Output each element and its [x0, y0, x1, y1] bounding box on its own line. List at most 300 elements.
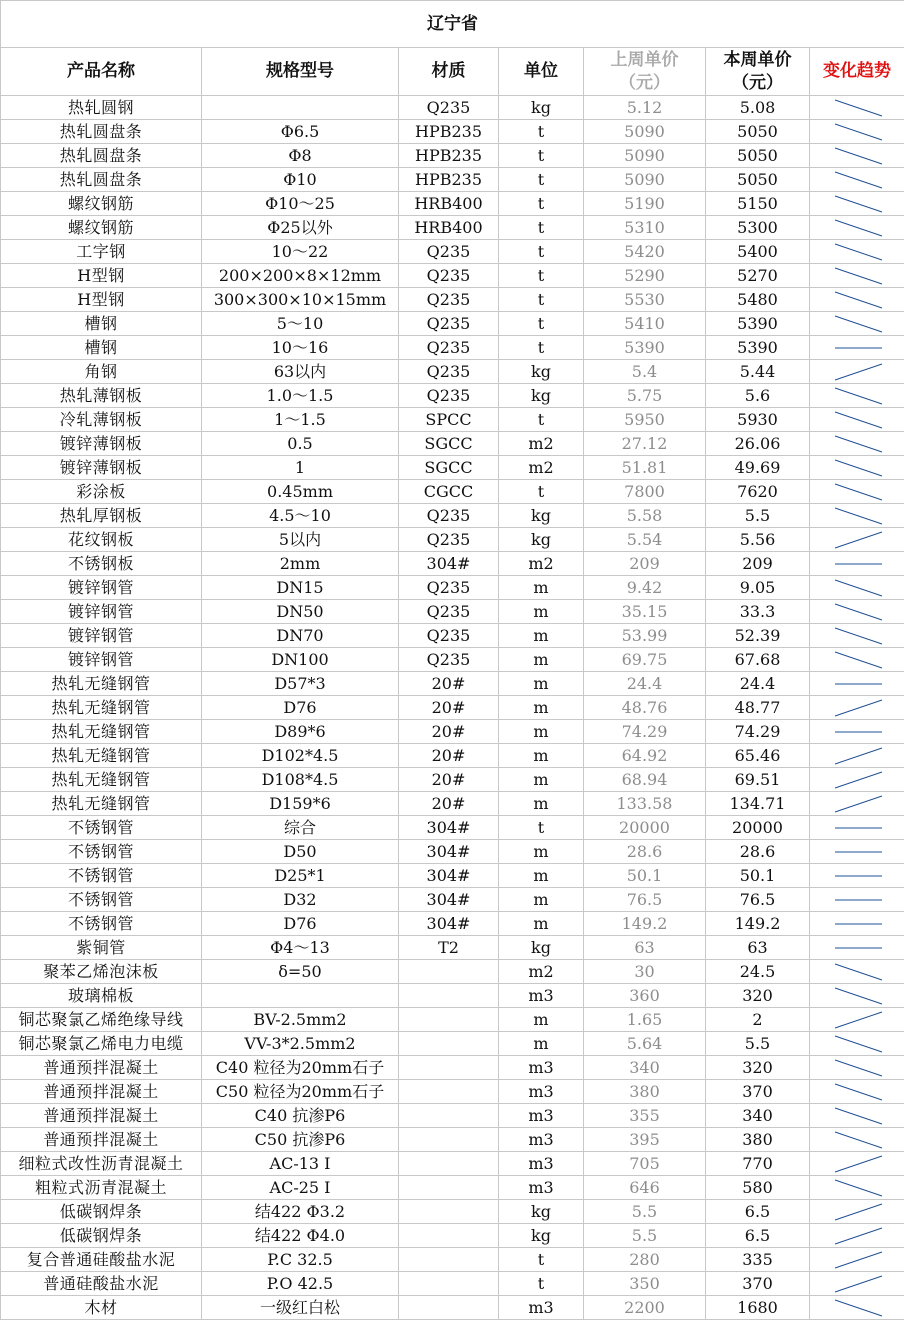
cur-price-cell: 76.5 [706, 888, 810, 912]
spec-cell: D32 [202, 888, 399, 912]
table-row [1, 1128, 904, 1152]
product-name-cell: 热轧圆盘条 [1, 120, 202, 144]
prev-price-cell: 53.99 [584, 624, 706, 648]
material-cell: HPB235 [399, 144, 499, 168]
product-name-cell: 热轧无缝钢管 [1, 768, 202, 792]
product-name-cell: 角钢 [1, 360, 202, 384]
table-row [1, 864, 904, 888]
spec-cell: 5以内 [202, 528, 399, 552]
trend-cell [810, 312, 904, 336]
trend-line [835, 1060, 882, 1076]
trend-up-icon [810, 1273, 904, 1295]
table-row [1, 960, 904, 984]
table-row [1, 408, 904, 432]
trend-cell [810, 576, 904, 600]
prev-price-cell: 20000 [584, 816, 706, 840]
product-name-cell: 镀锌薄钢板 [1, 456, 202, 480]
spec-cell: 1～1.5 [202, 408, 399, 432]
unit-cell: t [499, 216, 584, 240]
cur-price-cell: 380 [706, 1128, 810, 1152]
trend-down-icon [810, 1177, 904, 1199]
table-row [1, 432, 904, 456]
material-cell: 20# [399, 720, 499, 744]
product-name-cell: 不锈钢管 [1, 864, 202, 888]
trend-up-icon [810, 361, 904, 383]
trend-cell [810, 624, 904, 648]
cur-price-cell: 9.05 [706, 576, 810, 600]
trend-line [835, 1276, 882, 1292]
product-name-cell: 细粒式改性沥青混凝土 [1, 1152, 202, 1176]
material-cell: 20# [399, 672, 499, 696]
trend-cell [810, 360, 904, 384]
trend-line [835, 508, 882, 524]
cur-price-cell: 580 [706, 1176, 810, 1200]
trend-line [835, 772, 882, 788]
cur-price-cell: 770 [706, 1152, 810, 1176]
unit-cell: m3 [499, 1128, 584, 1152]
table-row [1, 888, 904, 912]
header-row [1, 48, 904, 96]
material-cell: SGCC [399, 432, 499, 456]
prev-price-cell: 340 [584, 1056, 706, 1080]
trend-cell [810, 432, 904, 456]
trend-cell [810, 552, 904, 576]
material-cell [399, 1056, 499, 1080]
cur-price-cell: 5150 [706, 192, 810, 216]
cur-price-cell: 69.51 [706, 768, 810, 792]
material-cell: Q235 [399, 648, 499, 672]
table-row [1, 624, 904, 648]
trend-cell [810, 600, 904, 624]
spec-cell [202, 96, 399, 120]
material-cell: Q235 [399, 360, 499, 384]
trend-down-icon [810, 145, 904, 167]
prev-price-cell: 24.4 [584, 672, 706, 696]
material-cell: CGCC [399, 480, 499, 504]
table-row [1, 1152, 904, 1176]
header-unit: 单位 [499, 48, 584, 96]
trend-up-icon [810, 1225, 904, 1247]
trend-down-icon [810, 97, 904, 119]
prev-price-cell: 63 [584, 936, 706, 960]
header-material: 材质 [399, 48, 499, 96]
product-name-cell: 镀锌钢管 [1, 648, 202, 672]
product-name-cell: 不锈钢管 [1, 816, 202, 840]
prev-price-cell: 5.5 [584, 1200, 706, 1224]
cur-price-cell: 149.2 [706, 912, 810, 936]
cur-price-cell: 5390 [706, 312, 810, 336]
cur-price-cell: 26.06 [706, 432, 810, 456]
trend-cell [810, 1152, 904, 1176]
product-name-cell: 螺纹钢筋 [1, 216, 202, 240]
trend-line [835, 100, 882, 116]
trend-cell [810, 336, 904, 360]
trend-line [835, 1108, 882, 1124]
cur-price-cell: 134.71 [706, 792, 810, 816]
cur-price-cell: 24.4 [706, 672, 810, 696]
trend-line [835, 1012, 882, 1028]
table-row [1, 384, 904, 408]
cur-price-cell: 5930 [706, 408, 810, 432]
unit-cell: m3 [499, 1176, 584, 1200]
trend-up-icon [810, 697, 904, 719]
prev-price-cell: 350 [584, 1272, 706, 1296]
unit-cell: m [499, 600, 584, 624]
trend-down-icon [810, 1105, 904, 1127]
prev-price-cell: 30 [584, 960, 706, 984]
product-name-cell: 低碳钢焊条 [1, 1224, 202, 1248]
trend-cell [810, 216, 904, 240]
trend-cell [810, 288, 904, 312]
trend-cell [810, 744, 904, 768]
product-name-cell: 花纹钢板 [1, 528, 202, 552]
material-cell: 304# [399, 840, 499, 864]
prev-price-cell: 5090 [584, 120, 706, 144]
product-name-cell: 复合普通硅酸盐水泥 [1, 1248, 202, 1272]
table-row [1, 480, 904, 504]
cur-price-cell: 49.69 [706, 456, 810, 480]
trend-line [835, 796, 882, 812]
trend-down-icon [810, 457, 904, 479]
cur-price-cell: 74.29 [706, 720, 810, 744]
unit-cell: m [499, 744, 584, 768]
trend-line [835, 124, 882, 140]
spec-cell: 一级红白松 [202, 1296, 399, 1320]
cur-price-cell: 5270 [706, 264, 810, 288]
prev-price-cell: 9.42 [584, 576, 706, 600]
trend-line [835, 172, 882, 188]
material-cell: 20# [399, 696, 499, 720]
cur-price-cell: 24.5 [706, 960, 810, 984]
trend-cell [810, 816, 904, 840]
table-row [1, 216, 904, 240]
product-name-cell: 冷轧薄钢板 [1, 408, 202, 432]
unit-cell: t [499, 120, 584, 144]
prev-price-cell: 5.5 [584, 1224, 706, 1248]
trend-flat-icon [810, 721, 904, 743]
trend-cell [810, 1104, 904, 1128]
unit-cell: m [499, 576, 584, 600]
trend-line [835, 1036, 882, 1052]
product-name-cell: 普通预拌混凝土 [1, 1056, 202, 1080]
prev-price-cell: 69.75 [584, 648, 706, 672]
product-name-cell: 工字钢 [1, 240, 202, 264]
trend-cell [810, 192, 904, 216]
unit-cell: m [499, 768, 584, 792]
spec-cell: DN70 [202, 624, 399, 648]
table-row [1, 936, 904, 960]
trend-down-icon [810, 577, 904, 599]
material-cell: HRB400 [399, 216, 499, 240]
spec-cell: 结422 Φ4.0 [202, 1224, 399, 1248]
cur-price-cell: 7620 [706, 480, 810, 504]
table-row [1, 696, 904, 720]
material-cell: HRB400 [399, 192, 499, 216]
unit-cell: kg [499, 1200, 584, 1224]
trend-flat-icon [810, 865, 904, 887]
trend-cell [810, 1056, 904, 1080]
cur-price-cell: 5.56 [706, 528, 810, 552]
unit-cell: m [499, 672, 584, 696]
trend-line [835, 1084, 882, 1100]
table-row [1, 528, 904, 552]
product-name-cell: 紫铜管 [1, 936, 202, 960]
product-name-cell: 聚苯乙烯泡沫板 [1, 960, 202, 984]
cur-price-cell: 5.08 [706, 96, 810, 120]
spec-cell: δ=50 [202, 960, 399, 984]
trend-cell [810, 504, 904, 528]
trend-flat-icon [810, 553, 904, 575]
prev-price-cell: 50.1 [584, 864, 706, 888]
trend-cell [810, 120, 904, 144]
cur-price-cell: 5.44 [706, 360, 810, 384]
spec-cell: 63以内 [202, 360, 399, 384]
prev-price-cell: 64.92 [584, 744, 706, 768]
spec-cell: C40 粒径为20mm石子 [202, 1056, 399, 1080]
table-row [1, 1176, 904, 1200]
trend-line [835, 700, 882, 716]
spec-cell: D108*4.5 [202, 768, 399, 792]
trend-up-icon [810, 1201, 904, 1223]
product-name-cell: H型钢 [1, 288, 202, 312]
cur-price-cell: 5390 [706, 336, 810, 360]
header-prev-price: 上周单价 （元） [584, 48, 706, 96]
trend-down-icon [810, 409, 904, 431]
trend-down-icon [810, 1057, 904, 1079]
trend-cell [810, 960, 904, 984]
trend-up-icon [810, 1153, 904, 1175]
trend-cell [810, 96, 904, 120]
table-row [1, 576, 904, 600]
table-row [1, 792, 904, 816]
unit-cell: t [499, 288, 584, 312]
trend-down-icon [810, 241, 904, 263]
trend-line [835, 148, 882, 164]
prev-price-cell: 74.29 [584, 720, 706, 744]
prev-price-cell: 5.54 [584, 528, 706, 552]
spec-cell: D25*1 [202, 864, 399, 888]
unit-cell: kg [499, 936, 584, 960]
spec-cell: C40 抗渗P6 [202, 1104, 399, 1128]
trend-line [835, 580, 882, 596]
trend-cell [810, 768, 904, 792]
product-name-cell: 不锈钢管 [1, 912, 202, 936]
unit-cell: m3 [499, 984, 584, 1008]
spec-cell: Φ4～13 [202, 936, 399, 960]
prev-price-cell: 7800 [584, 480, 706, 504]
table-row [1, 1224, 904, 1248]
spec-cell: P.O 42.5 [202, 1272, 399, 1296]
table-row [1, 1008, 904, 1032]
product-name-cell: 热轧无缝钢管 [1, 792, 202, 816]
header-cur-price: 本周单价 （元） [706, 48, 810, 96]
product-name-cell: 热轧无缝钢管 [1, 696, 202, 720]
trend-down-icon [810, 1297, 904, 1319]
cur-price-cell: 5400 [706, 240, 810, 264]
trend-down-icon [810, 289, 904, 311]
trend-line [835, 1204, 882, 1220]
spec-cell: BV-2.5mm2 [202, 1008, 399, 1032]
trend-cell [810, 1128, 904, 1152]
spec-cell: 4.5～10 [202, 504, 399, 528]
material-cell: Q235 [399, 336, 499, 360]
material-cell [399, 984, 499, 1008]
trend-down-icon [810, 313, 904, 335]
unit-cell: kg [499, 360, 584, 384]
table-row [1, 192, 904, 216]
material-cell: Q235 [399, 576, 499, 600]
table-row [1, 144, 904, 168]
trend-line [835, 988, 882, 1004]
cur-price-cell: 63 [706, 936, 810, 960]
trend-cell [810, 888, 904, 912]
unit-cell: m3 [499, 1056, 584, 1080]
trend-cell [810, 864, 904, 888]
table-row [1, 720, 904, 744]
material-cell: 20# [399, 744, 499, 768]
trend-up-icon [810, 1249, 904, 1271]
prev-price-cell: 35.15 [584, 600, 706, 624]
prev-price-cell: 28.6 [584, 840, 706, 864]
material-cell [399, 1248, 499, 1272]
spec-cell: D159*6 [202, 792, 399, 816]
header-product-name: 产品名称 [1, 48, 202, 96]
material-cell: HPB235 [399, 168, 499, 192]
spec-cell: 5～10 [202, 312, 399, 336]
unit-cell: t [499, 408, 584, 432]
prev-price-cell: 5290 [584, 264, 706, 288]
trend-cell [810, 1272, 904, 1296]
table-row [1, 552, 904, 576]
trend-cell [810, 1296, 904, 1320]
material-cell: SGCC [399, 456, 499, 480]
spec-cell: Φ6.5 [202, 120, 399, 144]
material-cell: 20# [399, 768, 499, 792]
trend-cell [810, 528, 904, 552]
unit-cell: m [499, 912, 584, 936]
product-name-cell: 铜芯聚氯乙烯绝缘导线 [1, 1008, 202, 1032]
product-name-cell: 不锈钢管 [1, 840, 202, 864]
prev-price-cell: 5410 [584, 312, 706, 336]
prev-price-cell: 5390 [584, 336, 706, 360]
cur-price-cell: 370 [706, 1272, 810, 1296]
prev-price-cell: 395 [584, 1128, 706, 1152]
table-row [1, 1104, 904, 1128]
unit-cell: m2 [499, 432, 584, 456]
material-cell: Q235 [399, 288, 499, 312]
product-name-cell: 玻璃棉板 [1, 984, 202, 1008]
trend-cell [810, 384, 904, 408]
spec-cell: C50 抗渗P6 [202, 1128, 399, 1152]
material-cell [399, 1296, 499, 1320]
cur-price-cell: 5050 [706, 168, 810, 192]
spec-cell: DN15 [202, 576, 399, 600]
table-row [1, 336, 904, 360]
product-name-cell: 彩涂板 [1, 480, 202, 504]
table-row [1, 672, 904, 696]
spec-cell: P.C 32.5 [202, 1248, 399, 1272]
cur-price-cell: 209 [706, 552, 810, 576]
product-name-cell: 镀锌钢管 [1, 576, 202, 600]
unit-cell: t [499, 240, 584, 264]
trend-down-icon [810, 961, 904, 983]
product-name-cell: 镀锌钢管 [1, 624, 202, 648]
trend-line [835, 1300, 882, 1316]
table-row [1, 288, 904, 312]
cur-price-cell: 5.5 [706, 504, 810, 528]
product-name-cell: 普通预拌混凝土 [1, 1104, 202, 1128]
unit-cell: kg [499, 384, 584, 408]
trend-flat-icon [810, 337, 904, 359]
prev-price-cell: 5420 [584, 240, 706, 264]
prev-price-cell: 76.5 [584, 888, 706, 912]
material-cell: Q235 [399, 504, 499, 528]
cur-price-cell: 335 [706, 1248, 810, 1272]
material-cell [399, 1032, 499, 1056]
trend-cell [810, 672, 904, 696]
unit-cell: t [499, 144, 584, 168]
prev-price-cell: 5530 [584, 288, 706, 312]
trend-line [835, 964, 882, 980]
table-row [1, 264, 904, 288]
unit-cell: m [499, 888, 584, 912]
prev-price-cell: 5.12 [584, 96, 706, 120]
material-cell: 304# [399, 912, 499, 936]
material-cell: 304# [399, 888, 499, 912]
trend-flat-icon [810, 889, 904, 911]
spec-cell: AC-13 Ⅰ [202, 1152, 399, 1176]
product-name-cell: 普通硅酸盐水泥 [1, 1272, 202, 1296]
header-spec: 规格型号 [202, 48, 399, 96]
trend-down-icon [810, 649, 904, 671]
table-row [1, 1296, 904, 1320]
cur-price-cell: 320 [706, 1056, 810, 1080]
prev-price-cell: 48.76 [584, 696, 706, 720]
product-name-cell: 热轧薄钢板 [1, 384, 202, 408]
cur-price-cell: 67.68 [706, 648, 810, 672]
spec-cell: AC-25 Ⅰ [202, 1176, 399, 1200]
table-row [1, 744, 904, 768]
spec-cell: D50 [202, 840, 399, 864]
table-row [1, 120, 904, 144]
table-row [1, 1272, 904, 1296]
unit-cell: m [499, 864, 584, 888]
prev-price-cell: 280 [584, 1248, 706, 1272]
spec-cell: D102*4.5 [202, 744, 399, 768]
unit-cell: m3 [499, 1104, 584, 1128]
prev-price-cell: 133.58 [584, 792, 706, 816]
trend-down-icon [810, 625, 904, 647]
cur-price-cell: 370 [706, 1080, 810, 1104]
trend-down-icon [810, 169, 904, 191]
unit-cell: m3 [499, 1080, 584, 1104]
prev-price-cell: 360 [584, 984, 706, 1008]
prev-price-cell: 5310 [584, 216, 706, 240]
product-name-cell: 镀锌钢管 [1, 600, 202, 624]
trend-line [835, 1180, 882, 1196]
table-row [1, 984, 904, 1008]
unit-cell: m [499, 1008, 584, 1032]
trend-line [835, 652, 882, 668]
unit-cell: m [499, 792, 584, 816]
product-name-cell: 木材 [1, 1296, 202, 1320]
trend-line [835, 1252, 882, 1268]
unit-cell: m [499, 648, 584, 672]
unit-cell: t [499, 312, 584, 336]
spec-cell: Φ8 [202, 144, 399, 168]
unit-cell: kg [499, 504, 584, 528]
trend-cell [810, 912, 904, 936]
